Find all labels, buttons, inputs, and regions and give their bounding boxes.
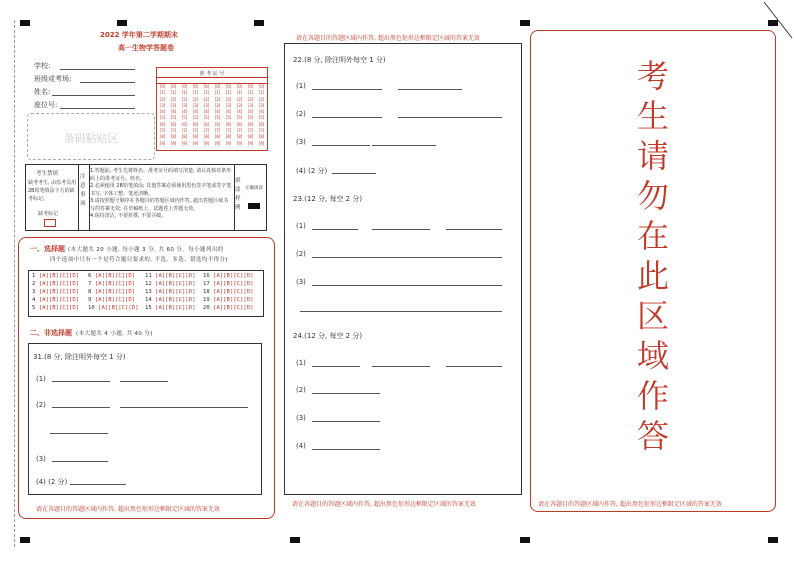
choice-options[interactable]: [A][B][C][D]: [213, 297, 254, 303]
notice-item: 2.必须使用 2B铅笔填涂; 其他答案必须使用黑色签字笔或签字笔书写, 字体工整、笔迹清晰。: [90, 183, 232, 197]
choice-options[interactable]: [A][B][C][D]: [213, 273, 254, 279]
choice-number: 19: [203, 297, 214, 303]
q31-part-2: (2): [36, 401, 46, 409]
choice-question-10[interactable]: [88, 305, 139, 311]
choice-number: 17: [203, 281, 214, 287]
notice-item: 4.保持清洁, 不要折叠, 不要弄破。: [90, 213, 167, 219]
q23-title: 23.(12 分, 每空 2 分): [293, 195, 363, 203]
correct-fill-sample: [248, 203, 260, 209]
exam-digit-column[interactable]: [0] [1] [2] [3] [4] [5] [6] [7] [8] [9]: [214, 84, 221, 146]
info-class-label: 班级或考场:: [34, 75, 72, 83]
warning-char: 在: [636, 217, 669, 255]
q24-answer-line[interactable]: [312, 449, 380, 450]
choice-number: 12: [145, 281, 156, 287]
absent-label: 缺考标记: [38, 211, 59, 217]
q23-answer-line[interactable]: [446, 229, 502, 230]
choice-number: 6: [88, 273, 95, 279]
choice-question-5[interactable]: [32, 305, 79, 311]
choice-options[interactable]: [A][B][C][D]: [94, 297, 136, 303]
q24-answer-line[interactable]: [446, 366, 502, 367]
position-mark: [254, 20, 264, 26]
choice-options[interactable]: [A][B][C][D]: [94, 281, 136, 287]
q24-part-1: (1): [296, 359, 306, 367]
choice-options[interactable]: [A][B][C][D]: [38, 281, 80, 287]
section1-desc1: (本大题共 20 小题, 每小题 3 分, 共 60 分。每小题列出的: [68, 247, 224, 253]
q22-answer-line[interactable]: [398, 89, 462, 90]
q23-answer-line[interactable]: [312, 229, 358, 230]
choice-number: 13: [145, 289, 156, 295]
q23-answer-line[interactable]: [312, 285, 502, 286]
edge-line: [14, 20, 15, 547]
warning-char: 作: [636, 377, 669, 415]
choice-number: 20: [203, 305, 214, 311]
q31-answer-line[interactable]: [120, 381, 168, 382]
choice-number: 2: [32, 281, 39, 287]
choice-options[interactable]: [A][B][C][D]: [155, 297, 196, 303]
choice-question-2[interactable]: [32, 281, 79, 287]
position-mark: [520, 20, 530, 26]
position-mark: [117, 20, 127, 26]
q31-answer-line[interactable]: [52, 381, 110, 382]
exam-title: 2022 学年第二学期期末: [100, 31, 178, 39]
q22-answer-line[interactable]: [312, 145, 370, 146]
q24-part-2: (2): [296, 386, 306, 394]
exam-subtitle: 高一生物学答题卷: [118, 44, 174, 52]
section1-desc2: 四个选项中只有一个是符合题目要求的, 不选、多选、错选均不得分): [50, 257, 228, 263]
bottom-note-right: 请在各题目的答题区域内作答, 超出黑色矩形边框限定区域的答案无效: [538, 501, 722, 508]
position-mark: [20, 537, 30, 543]
choice-number: 4: [32, 297, 39, 303]
choice-number: 11: [145, 273, 156, 279]
section2-desc: (本大题共 4 小题, 共 40 分): [76, 331, 153, 337]
choice-number: 16: [203, 273, 214, 279]
position-mark: [768, 537, 778, 543]
name-field[interactable]: [52, 95, 135, 96]
q22-part-2: (2): [296, 110, 306, 118]
position-mark: [290, 537, 300, 543]
choice-question-16[interactable]: [203, 273, 254, 279]
choice-number: 5: [32, 305, 39, 311]
q22-part-4: (4) (2 分): [296, 167, 328, 175]
warning-char: 请: [636, 137, 669, 175]
choice-question-7[interactable]: [88, 281, 135, 287]
top-note-middle: 请在各题目的答题区域内作答, 超出黑色矩形边框限定区域的答案无效: [296, 35, 480, 42]
q31-answer-line[interactable]: [120, 407, 248, 408]
info-school-label: 学校:: [34, 62, 51, 70]
q31-box: [28, 343, 262, 495]
q23-answer-line[interactable]: [312, 257, 502, 258]
notice-left-title: 考生禁填: [36, 171, 59, 177]
school-field[interactable]: [60, 69, 135, 70]
choice-options[interactable]: [A][B][C][D]: [155, 289, 196, 295]
q31-part-1: (1): [36, 375, 46, 383]
exam-digit-column[interactable]: [0] [1] [2] [3] [4] [5] [6] [7] [8] [9]: [258, 84, 265, 146]
exam-digit-column[interactable]: [0] [1] [2] [3] [4] [5] [6] [7] [8] [9]: [181, 84, 188, 146]
choice-options[interactable]: [A][B][C][D]: [98, 305, 139, 311]
q22-answer-line[interactable]: [372, 145, 436, 146]
q22-answer-line[interactable]: [312, 117, 382, 118]
warning-char: 生: [636, 97, 669, 135]
exam-digit-column[interactable]: [0] [1] [2] [3] [4] [5] [6] [7] [8] [9]: [192, 84, 199, 146]
info-seat-label: 座位号:: [34, 101, 58, 109]
choice-number: 14: [145, 297, 156, 303]
q22-answer-line[interactable]: [312, 89, 382, 90]
choice-options[interactable]: [A][B][C][D]: [155, 273, 196, 279]
q31-answer-line[interactable]: [50, 433, 108, 434]
choice-question-8[interactable]: [88, 289, 135, 295]
choice-number: 18: [203, 289, 214, 295]
q24-part-4: (4): [296, 442, 306, 450]
warning-char: 勿: [636, 177, 669, 215]
choice-number: 3: [32, 289, 39, 295]
choice-question-4[interactable]: [32, 297, 79, 303]
choice-options[interactable]: [A][B][C][D]: [38, 297, 80, 303]
q23-part-2: (2): [296, 250, 306, 258]
notice-side-label: 注意事项: [80, 174, 86, 207]
q24-answer-line[interactable]: [372, 366, 430, 367]
q23-answer-line[interactable]: [372, 229, 430, 230]
q22-part-1: (1): [296, 82, 306, 90]
choice-options[interactable]: [A][B][C][D]: [38, 305, 80, 311]
q24-answer-line[interactable]: [312, 421, 380, 422]
notice-item: 3.请按照题号顺序在各题目的答题区域内作答, 超出答题区域书写的答案无效; 在草稿纸上、试题卷上答题无效。: [90, 198, 228, 212]
choice-number: 8: [88, 289, 95, 295]
choice-question-19[interactable]: [203, 297, 254, 303]
q31-part-3: (3): [36, 455, 46, 463]
choice-options[interactable]: [A][B][C][D]: [94, 273, 136, 279]
choice-number: 9: [88, 297, 95, 303]
exam-number-grid[interactable]: [156, 67, 268, 151]
q24-answer-line[interactable]: [312, 366, 360, 367]
choice-question-3[interactable]: [32, 289, 79, 295]
choice-question-14[interactable]: [145, 297, 196, 303]
choice-question-1[interactable]: [32, 273, 79, 279]
choice-number: 1: [32, 273, 39, 279]
choice-question-12[interactable]: [145, 281, 196, 287]
choice-options[interactable]: [A][B][C][D]: [38, 289, 80, 295]
exam-digit-column[interactable]: [0] [1] [2] [3] [4] [5] [6] [7] [8] [9]: [236, 84, 243, 146]
position-mark: [20, 20, 30, 26]
seat-field[interactable]: [60, 108, 135, 109]
q31-answer-line[interactable]: [52, 461, 108, 462]
bottom-note-middle: 请在各题目的答题区域内作答, 超出黑色矩形边框限定区域的答案无效: [292, 501, 476, 508]
choice-question-9[interactable]: [88, 297, 135, 303]
bottom-note-left: 请在各题目的答题区域内作答, 超出黑色矩形边框限定区域的答案无效: [36, 506, 220, 513]
barcode-label: 条码粘贴区: [63, 132, 119, 145]
q31-title: 31.(8 分, 除注明外每空 1 分): [33, 353, 126, 361]
position-mark: [520, 537, 530, 543]
choice-question-6[interactable]: [88, 273, 135, 279]
exam-number-label: 准 考 证 号: [199, 71, 225, 77]
exam-digit-column[interactable]: [0] [1] [2] [3] [4] [5] [6] [7] [8] [9]: [170, 84, 177, 146]
choice-question-13[interactable]: [145, 289, 196, 295]
warning-char: 此: [636, 257, 669, 295]
correct-fill-label: 正确填涂: [245, 186, 263, 191]
choice-options[interactable]: [A][B][C][D]: [213, 289, 254, 295]
warning-char: 答: [636, 417, 669, 455]
q23-answer-line[interactable]: [300, 311, 502, 312]
q22-answer-line[interactable]: [332, 173, 376, 174]
exam-digit-column[interactable]: [0] [1] [2] [3] [4] [5] [6] [7] [8] [9]: [225, 84, 232, 146]
q22-part-3: (3): [296, 138, 306, 146]
warning-char: 域: [636, 337, 669, 375]
exam-digit-column[interactable]: [0] [1] [2] [3] [4] [5] [6] [7] [8] [9]: [203, 84, 210, 146]
fill-example-label: 填涂样例: [235, 178, 241, 211]
notice-left-text: 缺考考生, 由监考员用 2B铅笔填涂下方的缺考标记。: [28, 180, 77, 202]
q31-answer-line[interactable]: [70, 484, 126, 485]
warning-char: 区: [636, 297, 669, 335]
q23-part-3: (3): [296, 278, 306, 286]
choice-options[interactable]: [A][B][C][D]: [38, 273, 80, 279]
q23-part-1: (1): [296, 222, 306, 230]
exam-digit-column[interactable]: [0] [1] [2] [3] [4] [5] [6] [7] [8] [9]: [247, 84, 254, 146]
warning-char: 考: [636, 57, 669, 95]
section2-title: 二、非选择题: [30, 329, 72, 337]
choice-options[interactable]: [A][B][C][D]: [155, 305, 196, 311]
choice-number: 10: [88, 305, 99, 311]
choice-options[interactable]: [A][B][C][D]: [94, 289, 136, 295]
notice-box: [25, 164, 267, 231]
barcode-area: [27, 113, 155, 160]
class-field[interactable]: [80, 82, 135, 83]
choice-number: 7: [88, 281, 95, 287]
choice-options[interactable]: [A][B][C][D]: [213, 305, 254, 311]
choice-question-20[interactable]: [203, 305, 254, 311]
choice-options[interactable]: [A][B][C][D]: [155, 281, 196, 287]
absent-mark-box[interactable]: [44, 219, 56, 227]
notice-item: 1.答题前, 考生先将姓名、准考证号码填写清楚, 请认真核对条形码上的准考证号、姓名。: [90, 168, 232, 182]
q24-title: 24.(12 分, 每空 2 分): [293, 332, 363, 340]
middle-answer-box: [284, 43, 522, 495]
choice-question-18[interactable]: [203, 289, 254, 295]
q31-part-4: (4) (2 分): [36, 478, 68, 486]
q24-part-3: (3): [296, 414, 306, 422]
q24-answer-line[interactable]: [312, 393, 380, 394]
no-answer-panel: [530, 30, 776, 512]
choice-question-17[interactable]: [203, 281, 254, 287]
info-name-label: 姓名:: [34, 88, 51, 96]
choice-question-11[interactable]: [145, 273, 196, 279]
q31-answer-line[interactable]: [52, 407, 110, 408]
choice-question-15[interactable]: [145, 305, 196, 311]
choice-number: 15: [145, 305, 156, 311]
section1-title: 一、选择题: [30, 245, 65, 253]
exam-digit-column[interactable]: [0] [1] [2] [3] [4] [5] [6] [7] [8] [9]: [159, 84, 166, 146]
q22-answer-line[interactable]: [398, 117, 502, 118]
choice-options[interactable]: [A][B][C][D]: [213, 281, 254, 287]
q22-title: 22.(8 分, 除注明外每空 1 分): [293, 56, 386, 64]
